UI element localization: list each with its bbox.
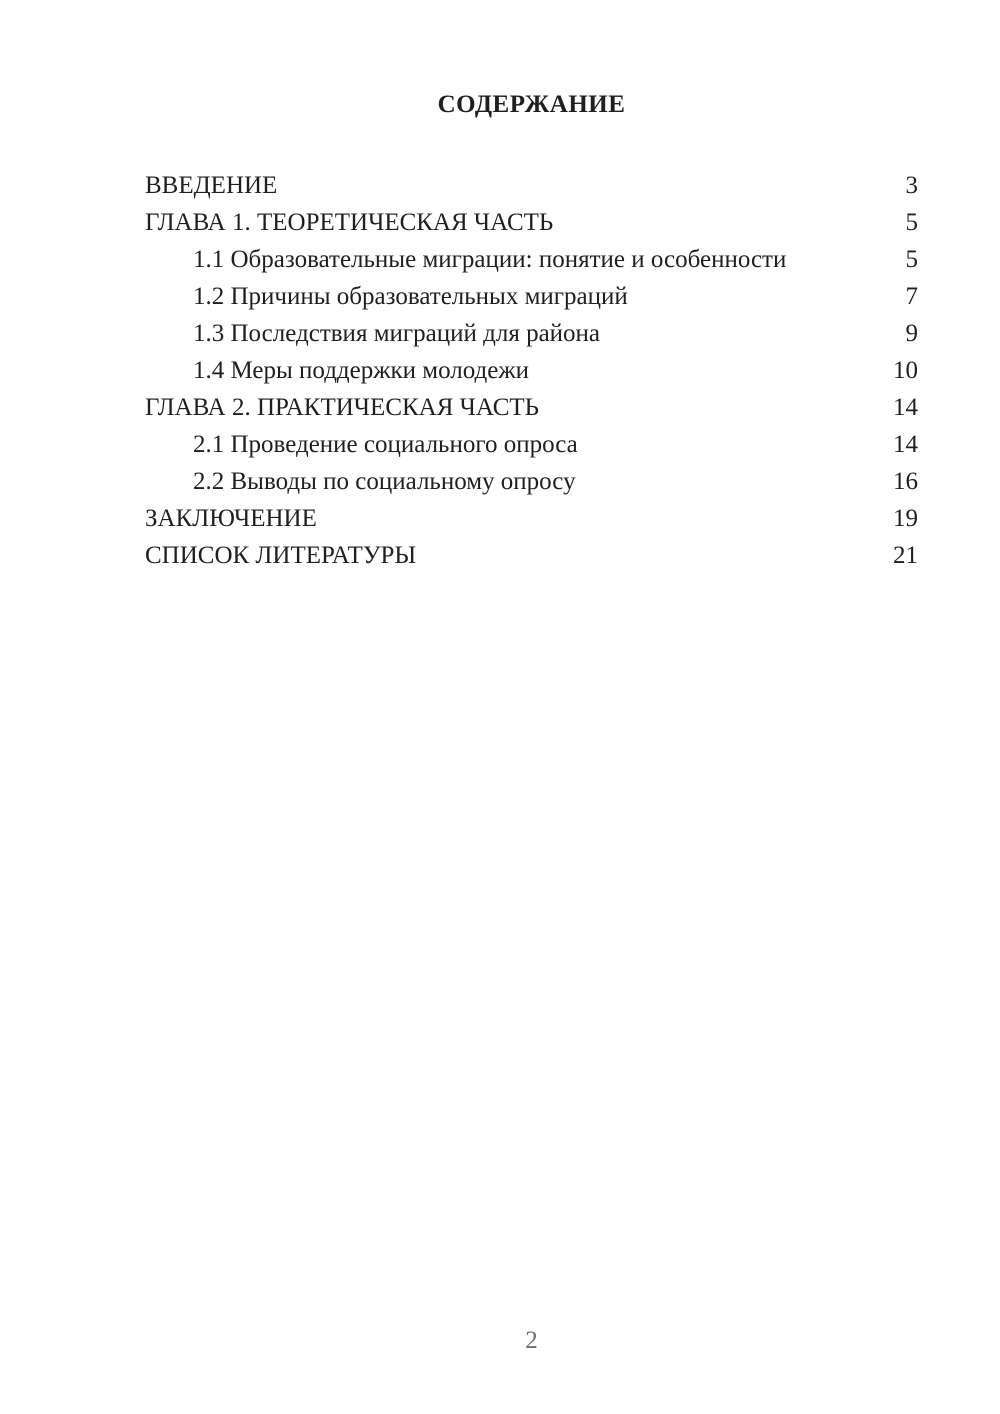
toc-entry-page: 10 xyxy=(893,357,918,384)
toc-entry-label: ГЛАВА 2. ПРАКТИЧЕСКАЯ ЧАСТЬ xyxy=(145,394,540,421)
toc-entry-page: 7 xyxy=(905,283,918,310)
toc-entry-page: 3 xyxy=(905,172,918,199)
toc-entry-page: 14 xyxy=(893,394,918,421)
toc-entry-page: 14 xyxy=(893,431,918,458)
toc-entry-page: 5 xyxy=(905,246,918,273)
toc-entry xyxy=(145,278,918,315)
toc-entry xyxy=(145,167,918,204)
toc-entry-label: 1.4 Меры поддержки молодежи xyxy=(193,357,529,384)
toc-entry xyxy=(145,352,918,389)
toc-entry-label: ГЛАВА 1. ТЕОРЕТИЧЕСКАЯ ЧАСТЬ xyxy=(145,209,554,236)
toc-entry xyxy=(145,537,918,574)
toc-entry xyxy=(145,204,918,241)
toc-entry-page: 5 xyxy=(905,209,918,236)
toc-title: СОДЕРЖАНИЕ xyxy=(437,91,626,118)
toc-entry-label: СПИСОК ЛИТЕРАТУРЫ xyxy=(145,542,417,569)
toc-entry-page: 16 xyxy=(893,468,918,495)
toc-entry xyxy=(145,500,918,537)
toc-entry-label: ЗАКЛЮЧЕНИЕ xyxy=(145,505,317,532)
toc-entry-label: 1.2 Причины образовательных миграций xyxy=(193,283,628,310)
footer-page-number: 2 xyxy=(525,1327,538,1354)
toc-entry-label: 1.3 Последствия миграций для района xyxy=(193,320,601,347)
toc-entry-label: 2.2 Выводы по социальному опросу xyxy=(193,468,576,495)
toc-list xyxy=(145,167,918,574)
toc-entry-page: 19 xyxy=(893,505,918,532)
toc-entry xyxy=(145,463,918,500)
toc-entry-page: 9 xyxy=(905,320,918,347)
toc-entry-page: 21 xyxy=(893,542,918,569)
toc-entry-label: 2.1 Проведение социального опроса xyxy=(193,431,578,458)
toc-entry xyxy=(145,426,918,463)
toc-entry-label: ВВЕДЕНИЕ xyxy=(145,172,278,199)
toc-entry-label: 1.1 Образовательные миграции: понятие и особенности xyxy=(193,246,787,273)
toc-entry xyxy=(145,389,918,426)
toc-entry xyxy=(145,241,918,278)
toc-entry xyxy=(145,315,918,352)
